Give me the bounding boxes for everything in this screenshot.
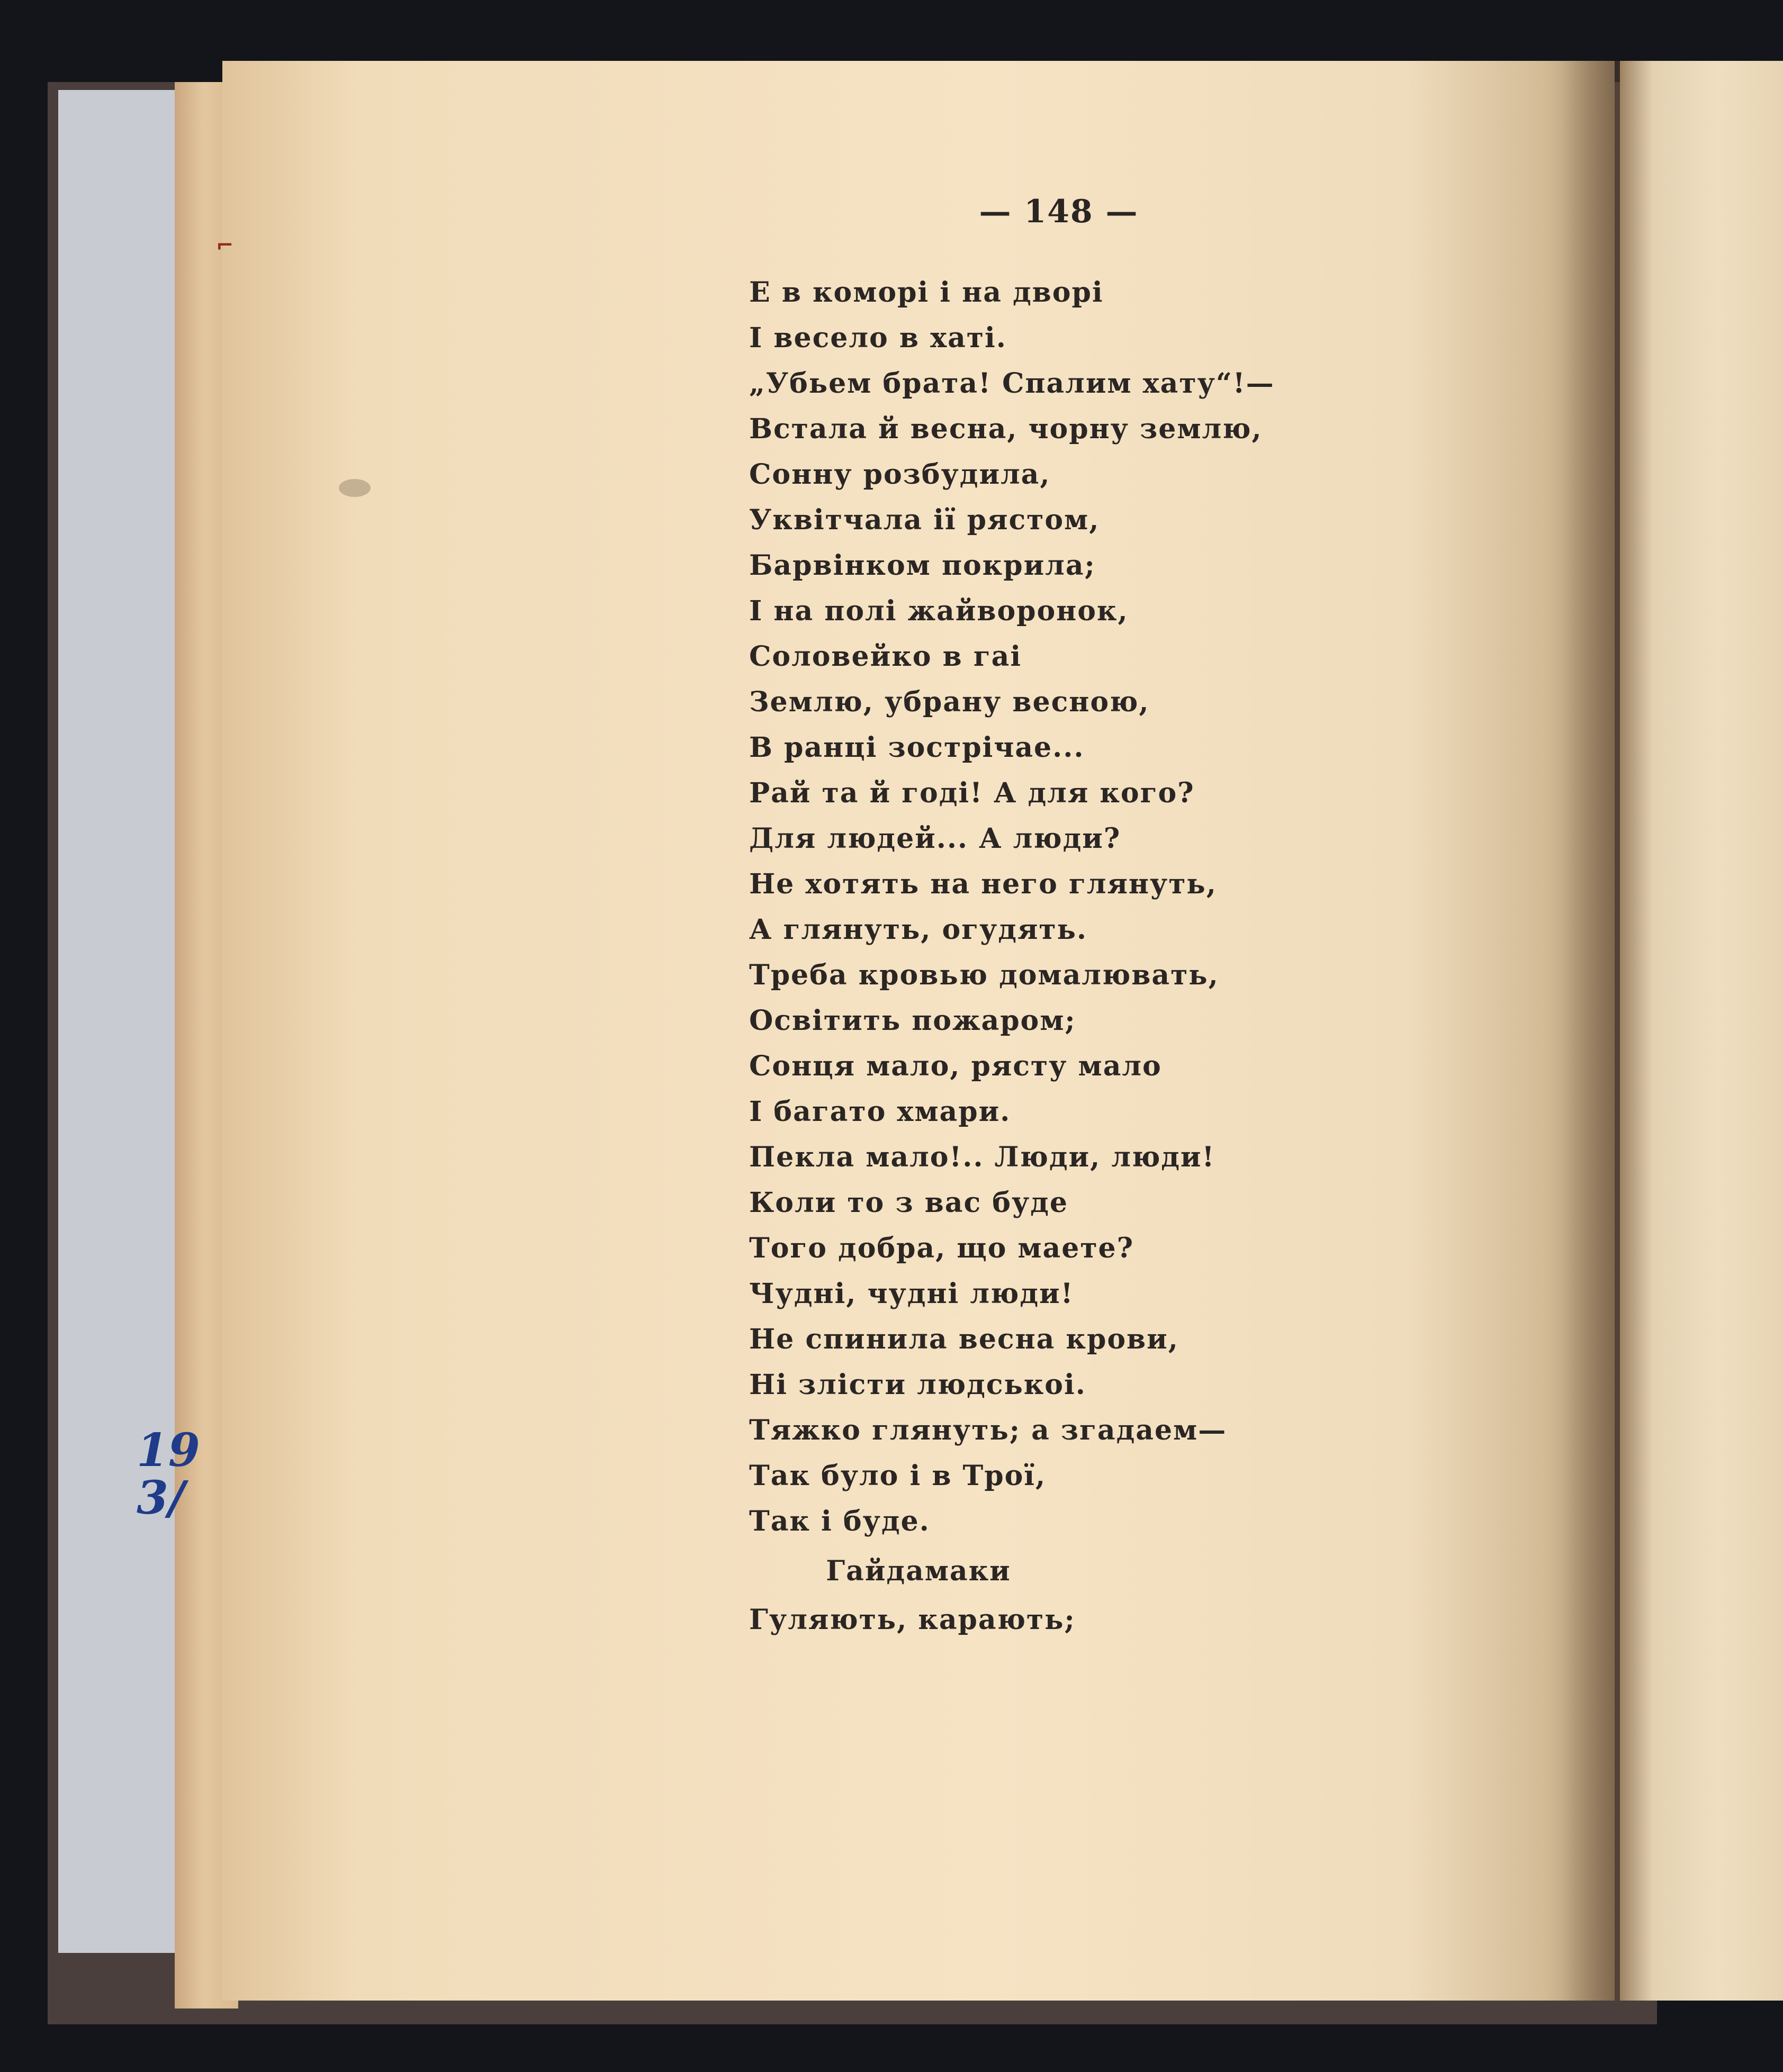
poem-line: Встала й весна, чорну землю, bbox=[749, 413, 1263, 445]
poem-line: Гуляють, карають; bbox=[749, 1604, 1076, 1636]
poem-line: Ні злісти людськоі. bbox=[749, 1369, 1086, 1401]
paper-stain bbox=[339, 479, 371, 497]
poem-line: Так було і в Трої, bbox=[749, 1460, 1047, 1492]
poem-line: „Убьем брата! Спалим хату“!— bbox=[749, 367, 1275, 400]
poem-line: І на полі жайворонок, bbox=[749, 595, 1129, 627]
handwritten-annotation: 19 bbox=[137, 1424, 200, 1477]
facing-page-edge bbox=[1620, 61, 1783, 2001]
poem-line: А глянуть, огудять. bbox=[749, 913, 1087, 946]
poem-line: І весело в хаті. bbox=[749, 322, 1007, 354]
handwritten-annotation: 3/ bbox=[137, 1471, 185, 1525]
poem-line: Сонну розбудила, bbox=[749, 458, 1051, 491]
red-ink-mark: ⌐ bbox=[216, 233, 234, 258]
poem-line: Того добра, що маете? bbox=[749, 1232, 1134, 1264]
poem-line: Тяжко глянуть; а згадаем— bbox=[749, 1414, 1227, 1446]
poem-line: І багато хмари. bbox=[749, 1096, 1011, 1128]
poem-line: Чудні, чудні люди! bbox=[749, 1278, 1074, 1310]
section-heading: Гайдамаки bbox=[826, 1555, 1011, 1587]
poem-line: Соловейко в гаі bbox=[749, 640, 1022, 673]
poem-line: Уквітчала ії рястом, bbox=[749, 504, 1100, 536]
poem-line: Е в коморі і на дворі bbox=[749, 276, 1104, 309]
poem-line: Сонця мало, рясту мало bbox=[749, 1050, 1162, 1082]
poem-line: Треба кровью домалювать, bbox=[749, 959, 1219, 991]
poem-line: Не хотять на него глянуть, bbox=[749, 868, 1217, 900]
poem-line: Коли то з вас буде bbox=[749, 1187, 1068, 1219]
poem-line: Не спинила весна крови, bbox=[749, 1323, 1179, 1355]
poem-line: Барвінком покрила; bbox=[749, 549, 1096, 582]
poem-line: Для людей... А люди? bbox=[749, 822, 1121, 855]
poem-line: Землю, убрану весною, bbox=[749, 686, 1150, 718]
poem-line: Пекла мало!.. Люди, люди! bbox=[749, 1141, 1215, 1173]
poem-line: В ранці зострічае... bbox=[749, 731, 1085, 764]
poem-text bbox=[749, 270, 1437, 1643]
page-number: — 148 — bbox=[979, 193, 1139, 230]
mount-board bbox=[58, 90, 185, 1953]
poem-line: Рай та й годі! А для кого? bbox=[749, 777, 1195, 809]
poem-line: Так і буде. bbox=[749, 1505, 930, 1537]
page-gutter-shadow bbox=[1562, 61, 1625, 2001]
poem-line: Освітить пожаром; bbox=[749, 1005, 1076, 1037]
